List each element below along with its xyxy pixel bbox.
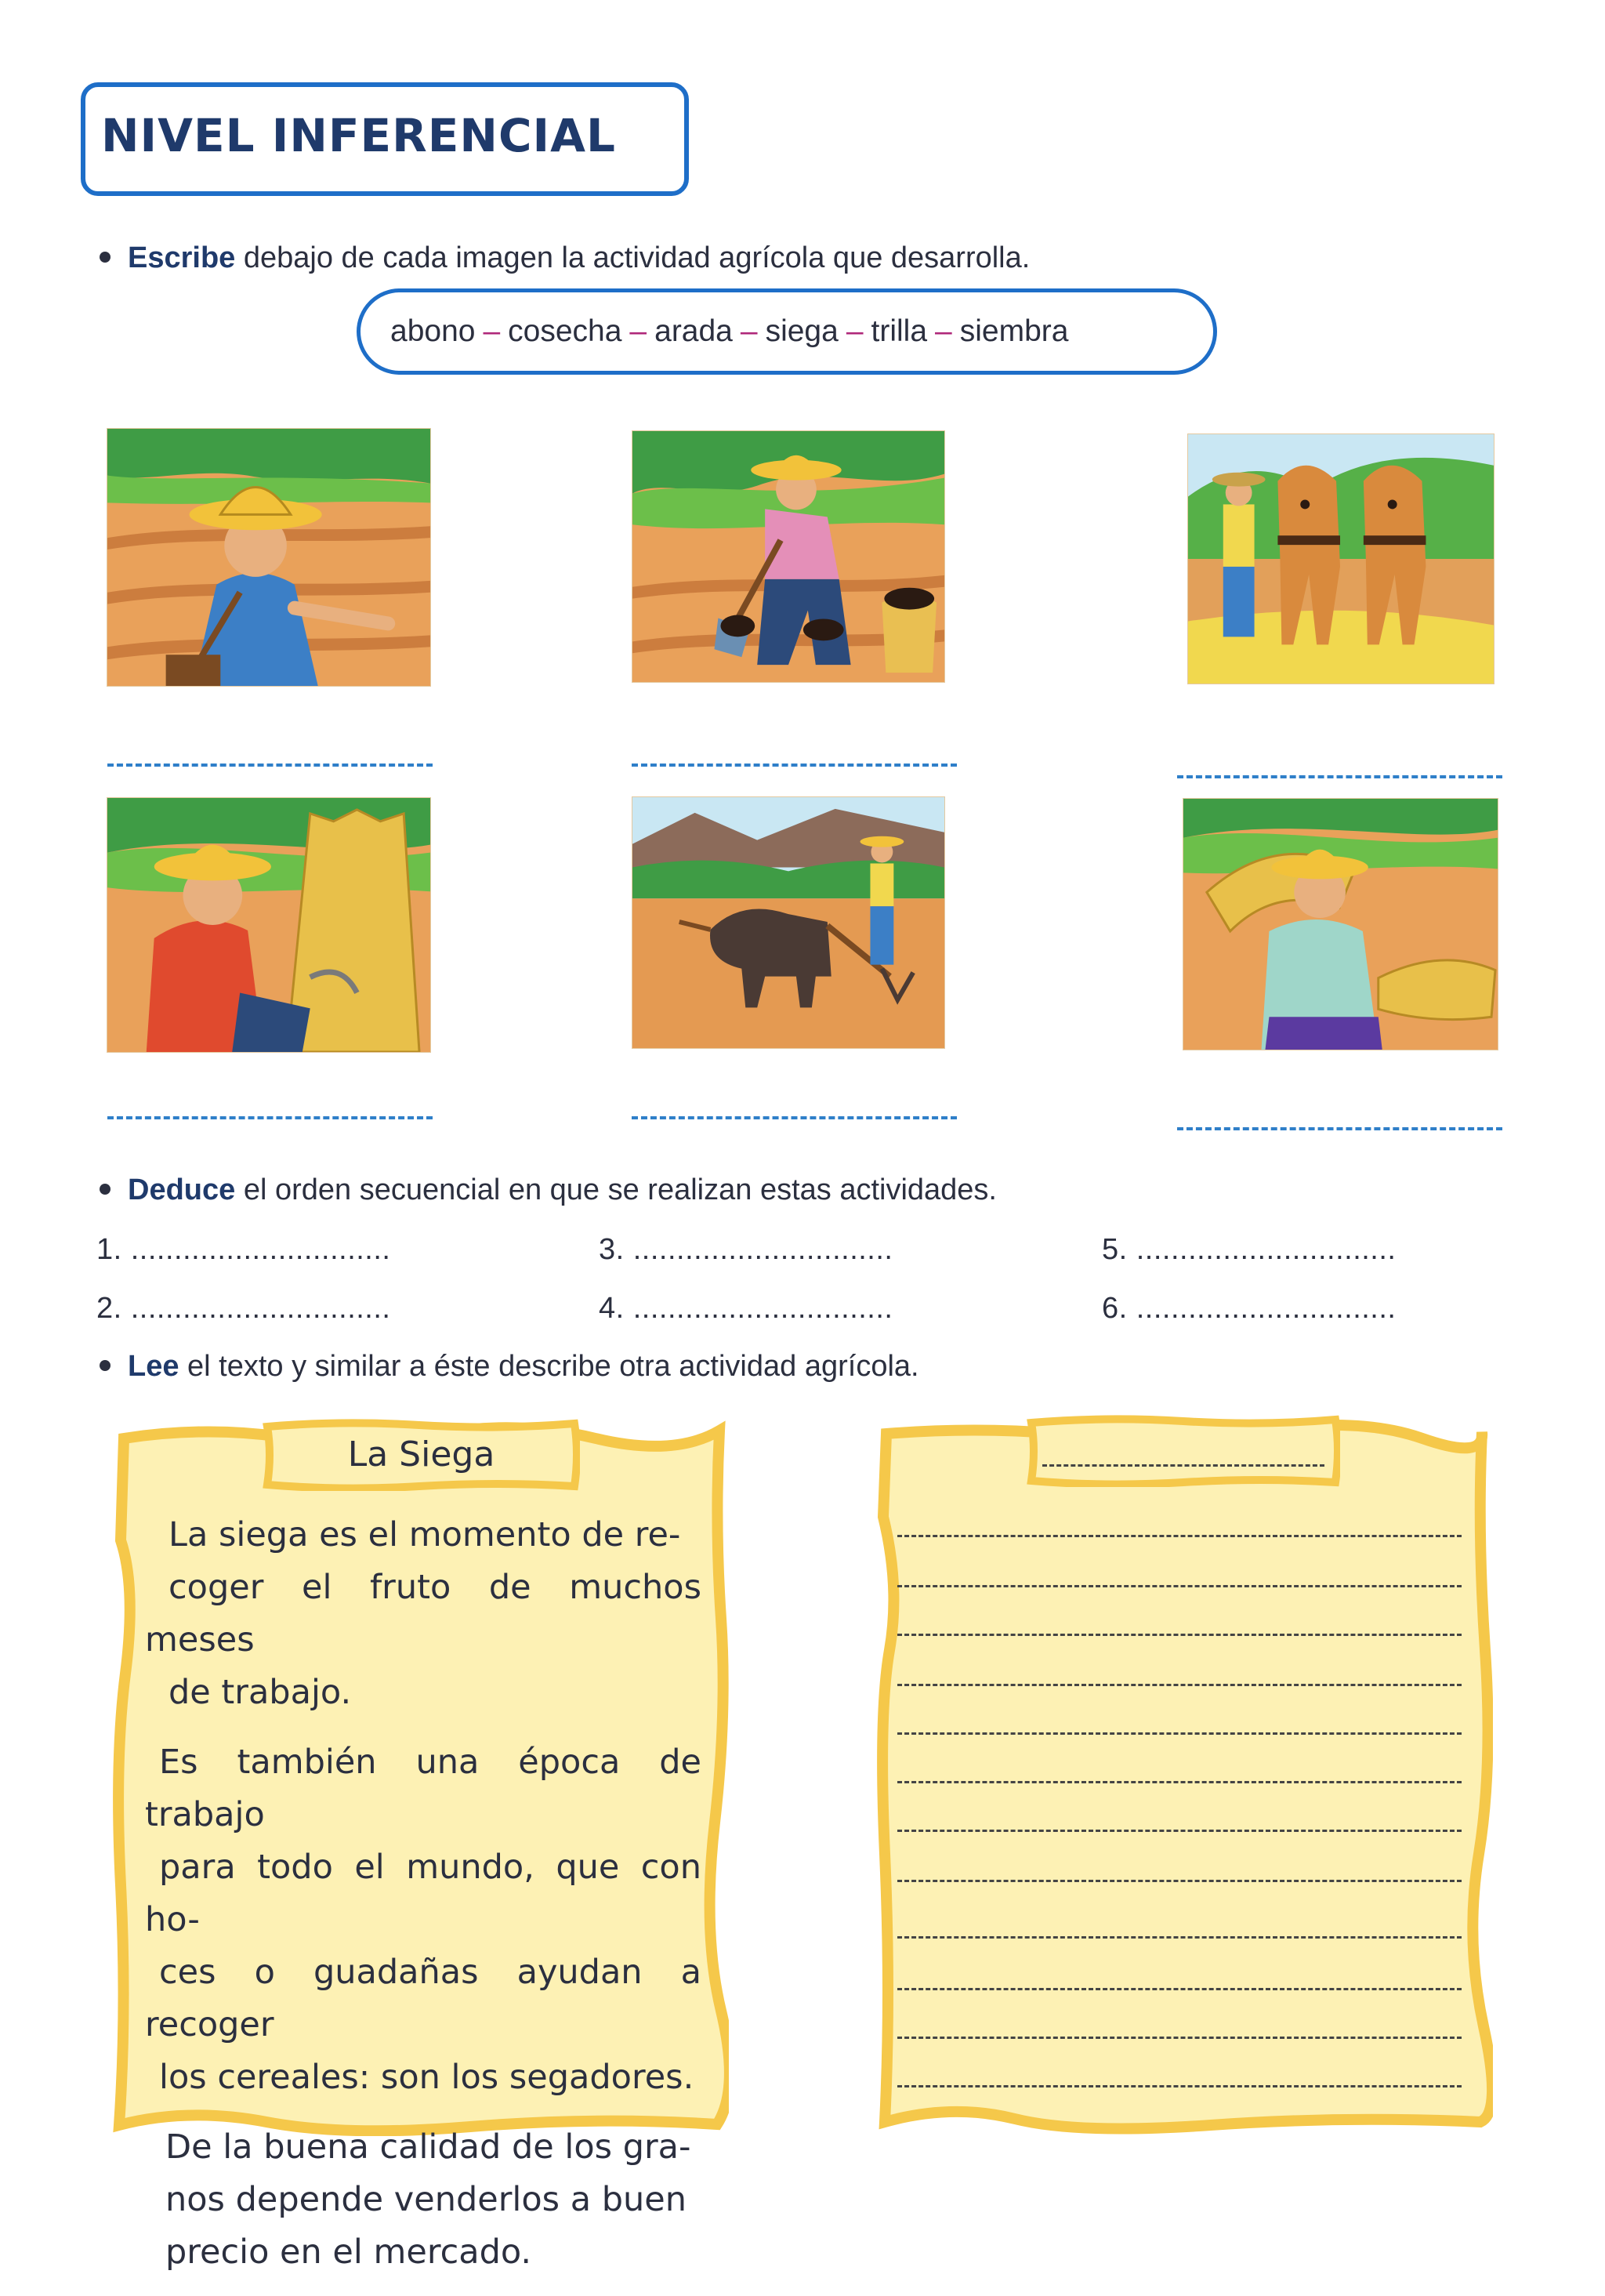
bullet-icon [100, 1184, 111, 1195]
reading-line: nos depende venderlos a buen [165, 2180, 687, 2219]
word-separator: – [483, 314, 501, 348]
instruction-verb: Escribe [128, 241, 236, 274]
reading-paragraph [145, 1509, 701, 1719]
writing-line[interactable] [897, 1830, 1462, 1832]
word-bank-word: abono [390, 314, 476, 348]
reading-paragraph [145, 2121, 701, 2279]
instruction-verb: Lee [128, 1350, 179, 1383]
reading-line: Es también una época de trabajo [145, 1743, 701, 1834]
word-separator: – [935, 314, 952, 348]
order-item-6[interactable]: 6. .............................. [1102, 1292, 1397, 1325]
instruction-read [100, 1350, 919, 1384]
reading-line: De la buena calidad de los gra- [165, 2127, 691, 2167]
answer-line[interactable] [107, 1116, 433, 1119]
reading-line: de trabajo. [168, 1673, 352, 1712]
writing-line[interactable] [897, 1732, 1462, 1735]
instruction-write [100, 241, 1030, 275]
writing-parchment [874, 1415, 1493, 2136]
reading-line: coger el fruto de muchos meses [145, 1568, 701, 1659]
answer-line[interactable] [1177, 1127, 1502, 1130]
reading-line: La siega es el momento de re- [168, 1515, 681, 1554]
writing-line[interactable] [897, 1684, 1462, 1686]
word-separator: – [740, 314, 758, 348]
bullet-icon [100, 252, 111, 263]
reading-line: precio en el mercado. [165, 2233, 532, 2272]
fertilizing-farmer-image [632, 430, 945, 683]
reading-title: La Siega [347, 1435, 495, 1474]
instruction-text: el orden secuencial en que se realizan estas actividades. [235, 1173, 997, 1206]
writing-line[interactable] [897, 2085, 1462, 2087]
writing-line[interactable] [897, 1880, 1462, 1882]
sowing-farmer-image [107, 428, 431, 687]
answer-line[interactable] [632, 1116, 957, 1119]
instruction-deduce [100, 1173, 997, 1207]
word-bank-word: trilla [871, 314, 928, 348]
reading-line: para todo el mundo, que con ho- [145, 1848, 701, 1939]
writing-line[interactable] [897, 1634, 1462, 1636]
order-item-2[interactable]: 2. .............................. [96, 1292, 391, 1325]
reading-line: los cereales: son los segadores. [159, 2058, 694, 2097]
word-bank-list [390, 314, 1068, 349]
reaping-with-sickle-image [107, 797, 431, 1053]
word-bank-word: siega [765, 314, 839, 348]
order-item-3[interactable]: 3. .............................. [599, 1233, 893, 1266]
word-bank-word: siembra [959, 314, 1069, 348]
word-bank [357, 288, 1217, 375]
ox-plowing-image [632, 796, 945, 1049]
writing-line[interactable] [897, 1535, 1462, 1537]
order-item-5[interactable]: 5. .............................. [1102, 1233, 1397, 1266]
writing-line[interactable] [897, 1936, 1462, 1939]
horses-threshing-image [1187, 433, 1494, 684]
answer-line[interactable] [1177, 775, 1502, 778]
word-bank-word: arada [654, 314, 733, 348]
writing-line[interactable] [897, 1585, 1462, 1587]
writing-line[interactable] [897, 1781, 1462, 1783]
order-item-1[interactable]: 1. .............................. [96, 1233, 391, 1266]
bullet-icon [100, 1360, 111, 1371]
instruction-text: el texto y similar a éste describe otra actividad agrícola. [179, 1350, 919, 1383]
title-box [81, 82, 689, 196]
reading-line: ces o guadañas ayudan a recoger [145, 1953, 701, 2044]
writing-line[interactable] [897, 1988, 1462, 1990]
instruction-verb: Deduce [128, 1173, 236, 1206]
word-separator: – [629, 314, 647, 348]
word-separator: – [846, 314, 864, 348]
word-bank-word: cosecha [508, 314, 622, 348]
writing-title-line[interactable] [1042, 1464, 1324, 1467]
writing-title-tag [1027, 1415, 1340, 1487]
instruction-text: debajo de cada imagen la actividad agrícola que desarrolla. [235, 241, 1031, 274]
writing-line[interactable] [897, 2037, 1462, 2039]
order-item-4[interactable]: 4. .............................. [599, 1292, 893, 1325]
answer-line[interactable] [632, 764, 957, 767]
reading-text [145, 1509, 701, 2296]
harvest-carrying-sheaf-image [1183, 798, 1498, 1050]
page-title: NIVEL INFERENCIAL [101, 109, 616, 162]
answer-line[interactable] [107, 764, 433, 767]
reading-paragraph [145, 1736, 701, 2104]
